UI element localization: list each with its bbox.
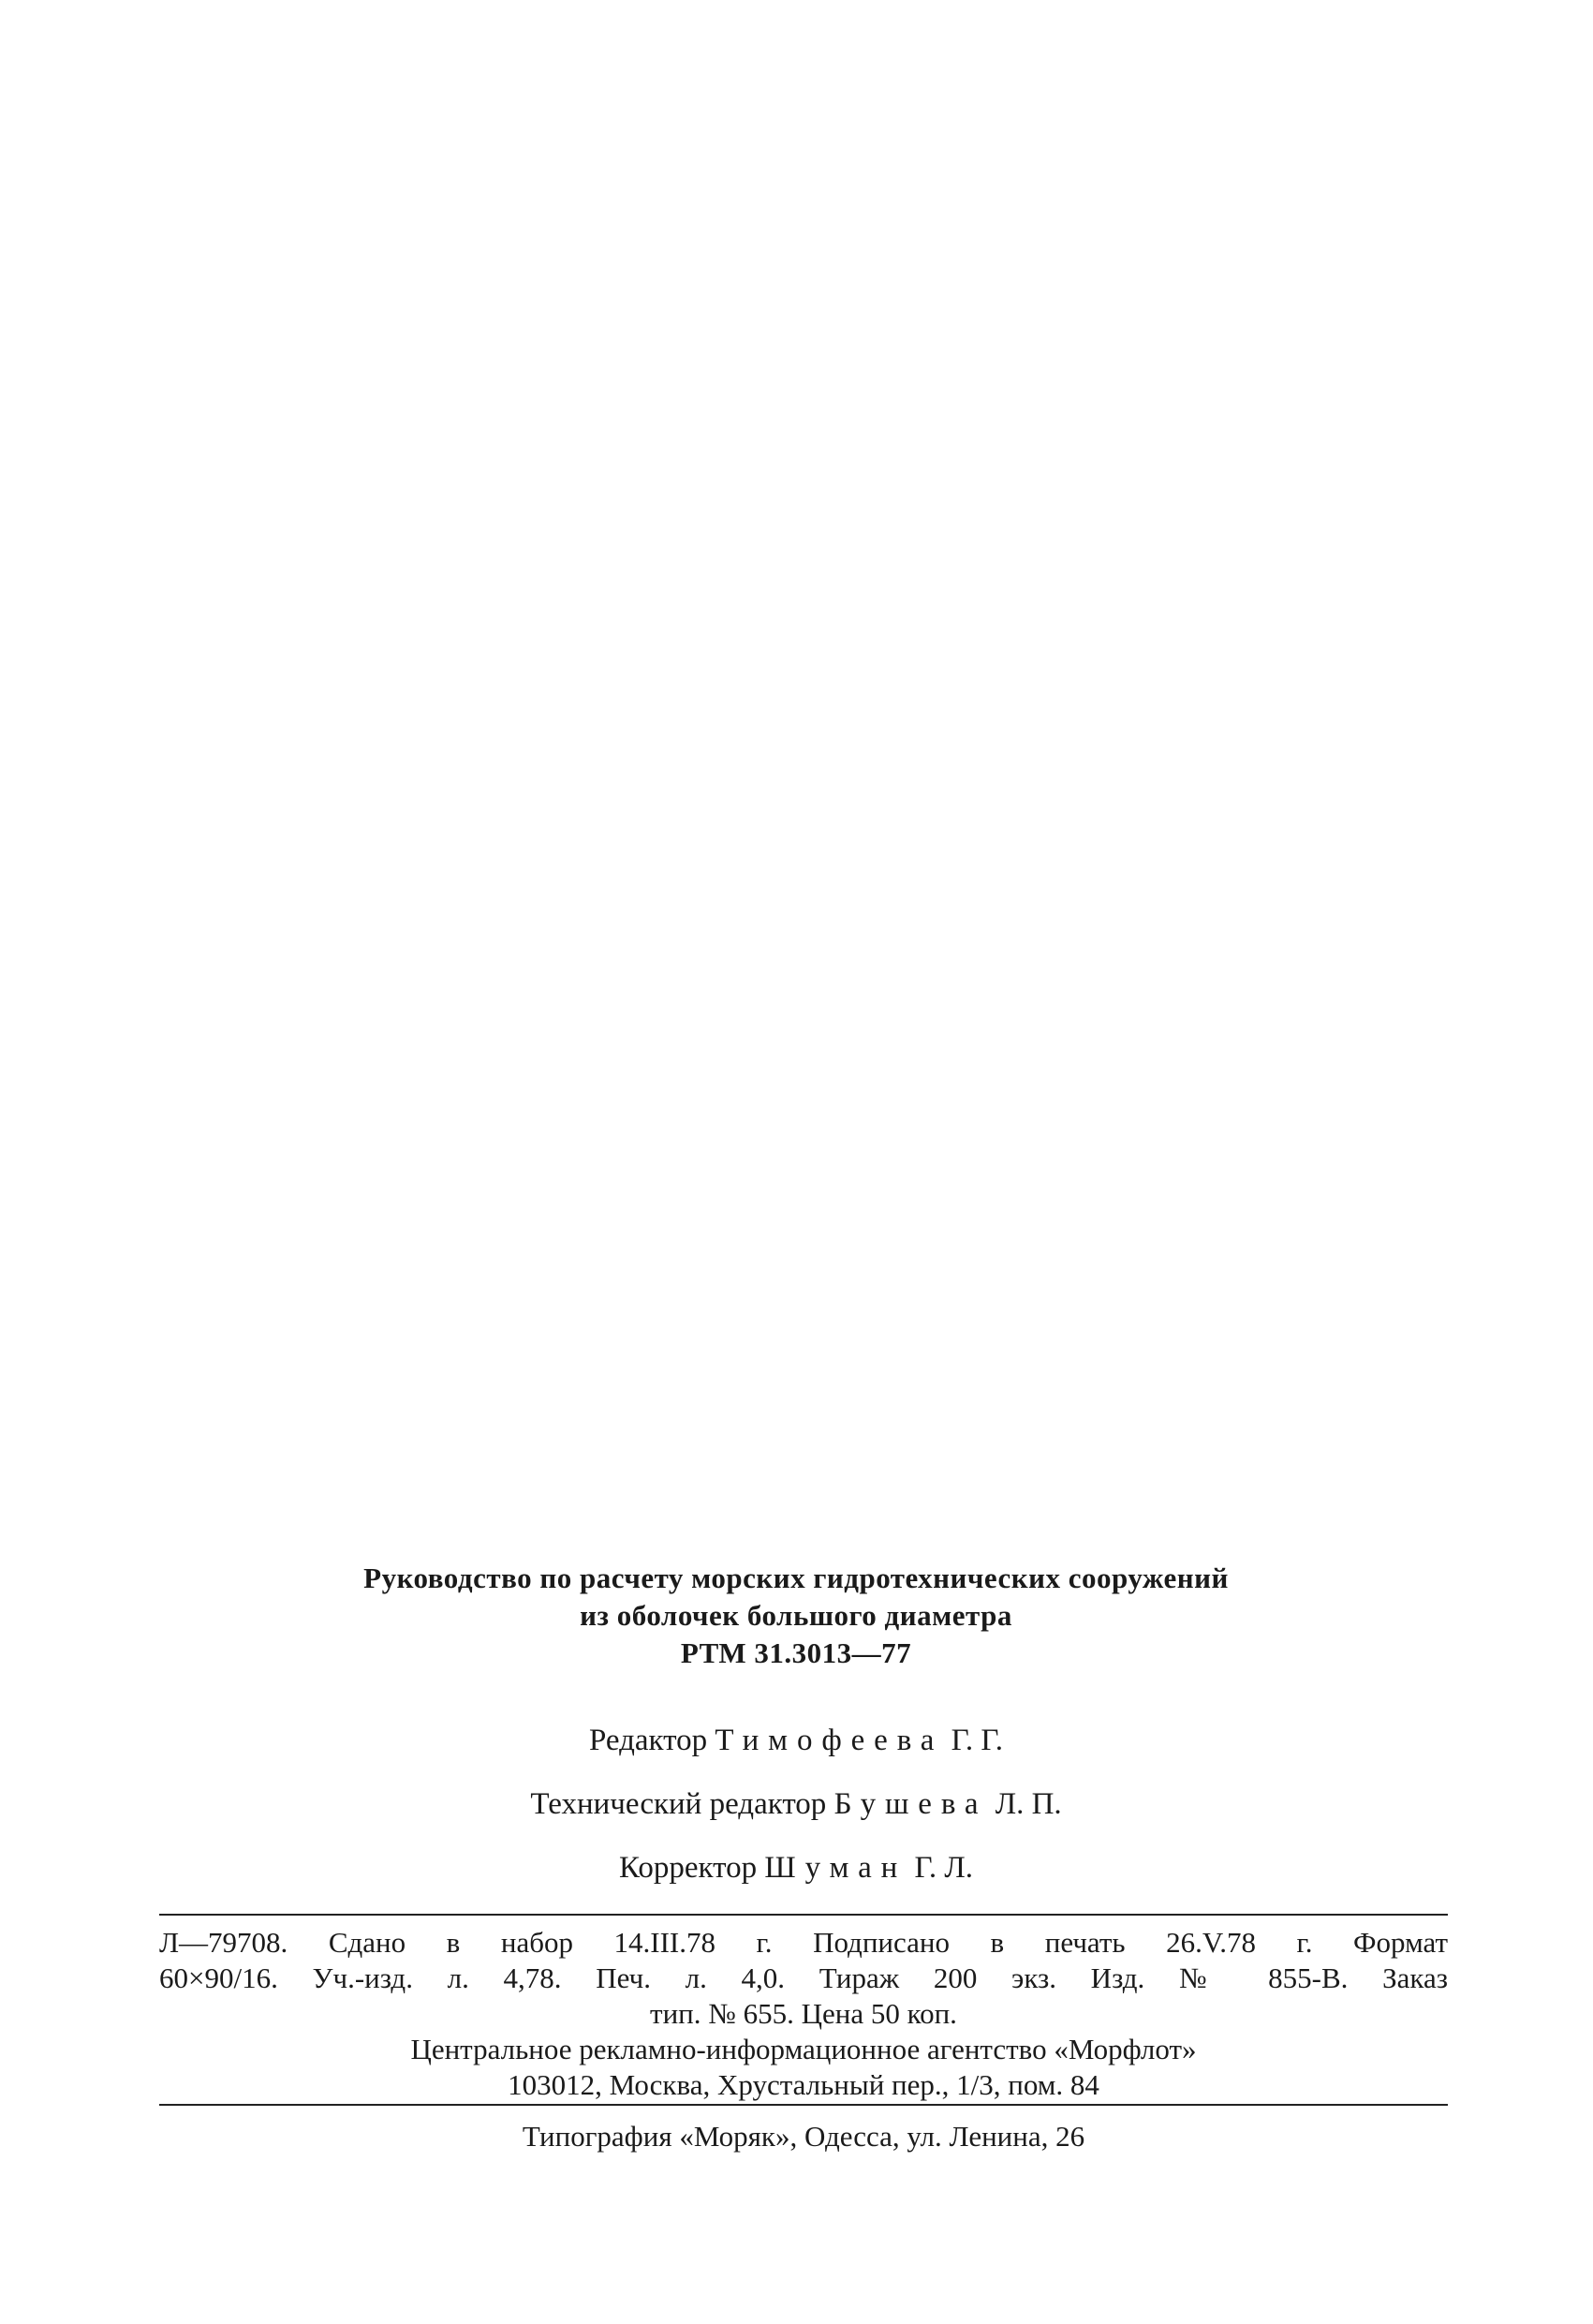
tech-editor-initials: Л. П. (987, 1787, 1062, 1821)
editor-role: Редактор (588, 1724, 715, 1757)
tech-editor-surname: Бушева (833, 1787, 988, 1821)
credits-block (159, 1722, 1433, 1913)
corrector-role: Корректор (619, 1851, 765, 1885)
editor-initials: Г. Г. (943, 1724, 1004, 1757)
book-title (159, 1560, 1433, 1672)
tech-editor-role: Технический редактор (530, 1787, 834, 1821)
divider-bottom (159, 2104, 1448, 2106)
printer-line: Типография «Моряк», Одесса, ул. Ленина, 26 (522, 2120, 1085, 2153)
corrector-initials: Г. Л. (907, 1851, 973, 1885)
imprint-line-1: Л—79708. Сдано в набор 14.III.78 г. Подписано в печать 26.V.78 г. Формат (159, 1926, 1448, 1959)
title-line-1: Руководство по расчету морских гидротехнических сооружений (363, 1562, 1229, 1594)
corrector-surname: Шуман (764, 1851, 907, 1885)
editor-credit (159, 1722, 1433, 1759)
imprint-line-4: Центральное рекламно-информационное агентство «Морфлот» (410, 2033, 1197, 2065)
divider-top (159, 1914, 1448, 1916)
corrector-credit (159, 1849, 1433, 1887)
tech-editor-credit (159, 1785, 1433, 1823)
imprint-line-3: тип. № 655. Цена 50 коп. (650, 1997, 957, 2030)
title-line-3: РТМ 31.3013—77 (680, 1636, 912, 1669)
imprint-block (159, 1925, 1448, 2103)
imprint-line-2: 60×90/16. Уч.-изд. л. 4,78. Печ. л. 4,0. Тираж 200 экз. Изд. № 855-В. Заказ (159, 1961, 1448, 1994)
title-line-2: из оболочек большого диаметра (580, 1599, 1012, 1632)
imprint-line-5: 103012, Москва, Хрустальный пер., 1/3, пом. 84 (508, 2068, 1099, 2101)
editor-surname: Тимофеева (715, 1724, 944, 1757)
